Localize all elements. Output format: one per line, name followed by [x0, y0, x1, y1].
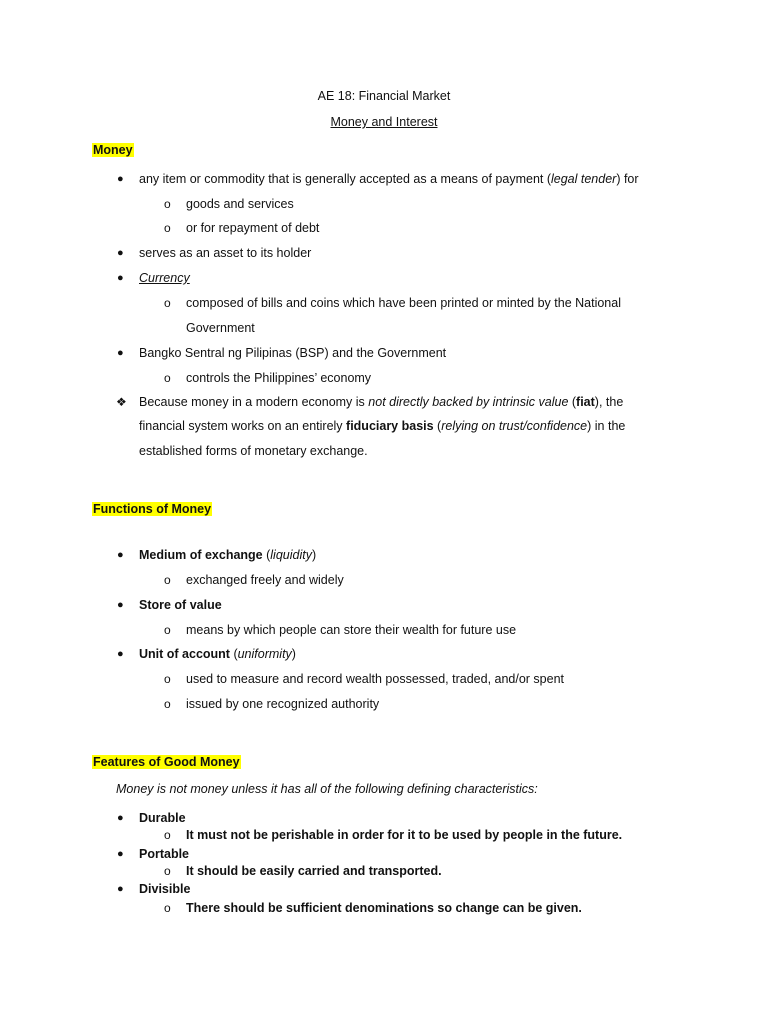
- features-intro: Money is not money unless it has all of the following defining characteristics:: [116, 782, 538, 796]
- text-run: any item or commodity that is generally accepted as a means of payment (: [139, 172, 551, 186]
- circle-bullet-icon: o: [164, 221, 171, 235]
- feature-portable-desc: It should be easily carried and transported.: [186, 864, 442, 878]
- money-heading: Money: [93, 143, 133, 157]
- text-run: ) for: [616, 172, 639, 186]
- circle-bullet-icon: o: [164, 828, 171, 842]
- bullet-icon: ●: [117, 272, 124, 284]
- function-sub-store: means by which people can store their wealth for future use: [186, 623, 517, 637]
- fiat-note-line3: established forms of monetary exchange.: [139, 444, 368, 458]
- function-sub-measure: used to measure and record wealth possessed, traded, and/or spent: [186, 672, 565, 686]
- text-run-bold: fiduciary basis: [346, 419, 434, 433]
- function-sub-authority: issued by one recognized authority: [186, 697, 380, 711]
- bullet-icon: ●: [117, 347, 124, 359]
- section-heading-features: [92, 754, 241, 770]
- money-sub-goods: goods and services: [186, 197, 294, 211]
- bullet-icon: ●: [117, 883, 124, 895]
- text-run-italic: legal tender: [551, 172, 617, 186]
- currency-sub-line2: Government: [186, 321, 255, 335]
- fiat-note-line1: [139, 394, 623, 410]
- function-unit-of-account: [139, 646, 296, 662]
- circle-bullet-icon: o: [164, 864, 171, 878]
- bullet-icon: ●: [117, 812, 124, 824]
- money-sub-debt: or for repayment of debt: [186, 221, 320, 235]
- feature-durable-desc: It must not be perishable in order for it to be used by people in the future.: [186, 828, 623, 842]
- text-run: (: [568, 395, 577, 409]
- text-run: ) in the: [587, 419, 626, 433]
- text-run: Because money in a modern economy is: [139, 395, 369, 409]
- circle-bullet-icon: o: [164, 197, 171, 211]
- text-run: financial system works on an entirely: [139, 419, 347, 433]
- functions-heading: Functions of Money: [93, 502, 212, 516]
- function-store-of-value: Store of value: [139, 598, 222, 612]
- text-run-italic: uniformity: [237, 647, 292, 661]
- bullet-icon: ●: [117, 247, 124, 259]
- circle-bullet-icon: o: [164, 573, 171, 587]
- topic-title-wrap: [0, 114, 768, 130]
- bullet-icon: ●: [117, 848, 124, 860]
- money-item-bsp: Bangko Sentral ng Pilipinas (BSP) and the Government: [139, 346, 447, 360]
- circle-bullet-icon: o: [164, 371, 171, 385]
- circle-bullet-icon: o: [164, 672, 171, 686]
- bullet-icon: ●: [117, 599, 124, 611]
- feature-durable: Durable: [139, 811, 186, 825]
- circle-bullet-icon: o: [164, 697, 171, 711]
- money-item-asset: serves as an asset to its holder: [139, 246, 312, 260]
- text-run-italic: not directly backed by intrinsic value: [368, 395, 569, 409]
- bsp-sub-controls: controls the Philippines’ economy: [186, 371, 372, 385]
- text-run-bold: fiat: [576, 395, 595, 409]
- text-run: ): [291, 647, 296, 661]
- text-run-italic: liquidity: [270, 548, 312, 562]
- currency-sub-line1: composed of bills and coins which have been printed or minted by the National: [186, 296, 621, 310]
- money-item-definition: [139, 171, 639, 187]
- fiat-note-line2: [139, 418, 625, 434]
- function-medium-of-exchange: [139, 547, 316, 563]
- section-heading-functions: [92, 501, 212, 517]
- course-title: AE 18: Financial Market: [317, 89, 451, 103]
- circle-bullet-icon: o: [164, 901, 171, 915]
- text-run: ): [311, 548, 317, 562]
- text-run: (: [229, 647, 238, 661]
- bullet-icon: ●: [117, 549, 124, 561]
- text-run-italic: relying on trust/confidence: [441, 419, 588, 433]
- feature-portable: Portable: [139, 847, 190, 861]
- function-sub-exchanged: exchanged freely and widely: [186, 573, 344, 587]
- text-run-bold: Unit of account: [139, 647, 230, 661]
- feature-divisible-desc: There should be sufficient denominations so change can be given.: [186, 901, 582, 915]
- diamond-bullet-icon: ❖: [116, 395, 127, 409]
- text-run-bold: Medium of exchange: [139, 548, 263, 562]
- money-item-currency-wrap: [139, 270, 190, 286]
- bullet-icon: ●: [117, 173, 124, 185]
- text-run: ), the: [594, 395, 624, 409]
- text-run: (: [433, 419, 442, 433]
- bullet-icon: ●: [117, 648, 124, 660]
- text-run: (: [262, 548, 271, 562]
- topic-title: Money and Interest: [330, 115, 438, 129]
- circle-bullet-icon: o: [164, 623, 171, 637]
- features-heading: Features of Good Money: [93, 755, 240, 769]
- section-heading-money: [92, 142, 134, 158]
- circle-bullet-icon: o: [164, 296, 171, 310]
- feature-divisible: Divisible: [139, 882, 191, 896]
- money-item-currency: Currency: [139, 271, 190, 285]
